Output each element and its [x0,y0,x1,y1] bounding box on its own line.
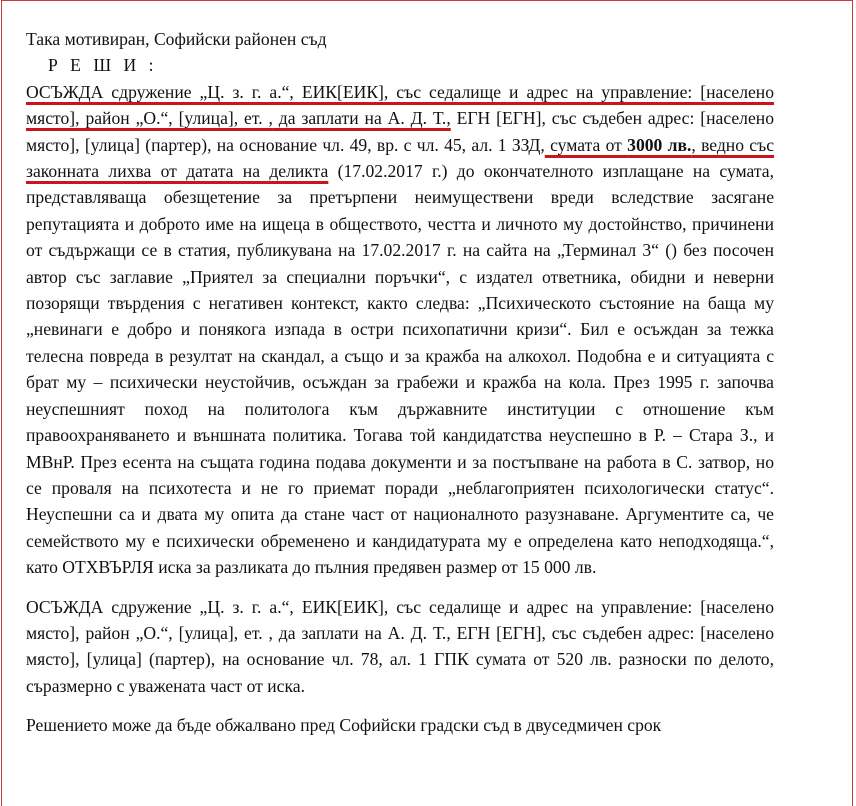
ruling-text: (17.02.2017 г.) до окончателното изплащане на сумата, представляваща обезщетение за претърпени неимуществени вреди вследствие засягане репутацията и доброто име на ищеца в обществото, честта и личното му достойнство, причинени от съдържащи се в статия, публикувана на 17.02.2017 г. на сайта на „Терминал 3“ () без посочен автор със заглавие „Приятел за специални поръчки“, с издател ответника, обидни и неверни позорящи твърдения с негативен контекст, както следва: „Психическото състояние на баща му „невинаги е добро и понякога изпада в остри психопатични кризи“. Бил е осъждан за тежка телесна повреда в резултат на скандал, а също и за кражба на алкохол. Подобна е и ситуацията с брат му – психически неустойчив, осъждан за грабежи и кражба на кола. През 1995 г. започва неуспешният поход на политолога към държавните институции с отношение към правоохраняването и външната политика. Тогава той кандидатства неуспешно в Р. – Стара З., и МВнР. През есента на същата година подава документи и за постъпване на работа в С. затвор, но се проваля на психотеста и не го приемат поради „неблагоприятен психологически статус“. Неуспешни са и двата му опита да стане част от националното разузнаване. Аргументите са, че семейството му е психически обременено и кандидатурата му е определена като неподходяща.“, като ОТХВЪРЛЯ иска за разликата до пълния предявен размер от 15 000 лв. [26,161,774,578]
highlight-defendant: ОСЪЖДА сдружение „Ц. з. г. а.“, ЕИК[ЕИК], със седалище и адрес на управление: [населено място], район „О.“, [улица], ет. , [26,81,774,129]
document-body [26,26,774,739]
highlight-amount: 3000 лв. [627,134,692,155]
decision-heading: Р Е Ш И : [48,55,158,76]
ruling-paragraph-2: ОСЪЖДА сдружение „Ц. з. г. а.“, ЕИК[ЕИК], със седалище и адрес на управление: [населено място], район „О.“, [улица], ет. , да заплати на А. Д. Т., ЕГН [ЕГН], със съдебен адрес: [населено място], [улица] (партер), на основание чл. 78, ал. 1 ГПК сумата от 520 лв. разноски по делото, съразмерно с уважената част от иска. [26,596,774,696]
appeal-paragraph: Решението може да бъде обжалвано пред Софийски градски съд в двуседмичен срок [26,715,662,736]
opening-line: Така мотивиран, Софийски районен съд [26,29,327,49]
highlight-interest: , ведно със законната лихва от датата на деликта [26,134,775,182]
highlight-amount-prefix: сумата от [544,134,628,155]
ruling-paragraph-1 [26,79,774,581]
plaintiff-details: ЕГН [ЕГН], със съдебен адрес: [населено място], [улица] (партер), на основание чл. 49, вр. с чл. 45, ал. 1 ЗЗД, [26,108,774,155]
highlight-pay-to: да заплати на А. Д. Т., [272,108,451,129]
